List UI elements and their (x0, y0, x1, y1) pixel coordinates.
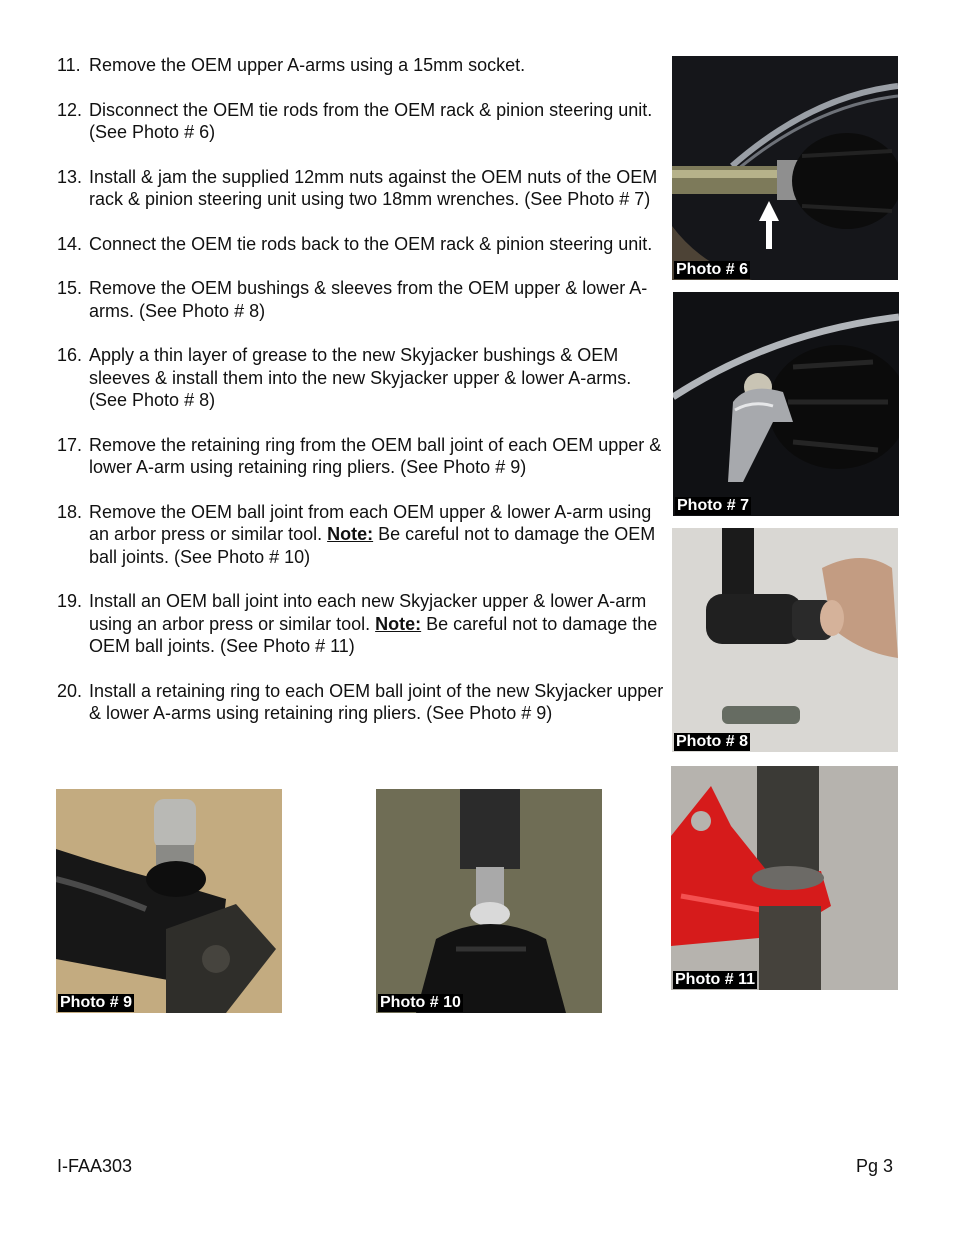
step-15 (57, 277, 673, 322)
note-text: Be careful not to damage the OEM ball joints. (See Photo # 11) (89, 613, 658, 656)
step-number: 15. (57, 278, 83, 298)
step-14 (57, 233, 673, 256)
step-text: Disconnect the OEM tie rods from the OEM rack & pinion steering unit. (See Photo # 6) (89, 99, 653, 142)
step-number: 13. (57, 166, 83, 187)
step-17 (57, 434, 673, 479)
step-text: Remove the OEM ball joint from each OEM upper & lower A-arm using an arbor press or similar tool. (89, 501, 652, 544)
note-text: Be careful not to damage the OEM ball joints. (See Photo # 10) (89, 524, 656, 567)
step-number: 16. (57, 345, 83, 365)
bushing-photo (672, 528, 898, 752)
photo-10 (376, 789, 602, 1013)
photo-caption: Photo # 6 (676, 261, 749, 278)
step-text: Remove the OEM bushings & sleeves from the OEM upper & lower A-arms. (See Photo # 8) (89, 278, 648, 321)
step-text: Remove the OEM upper A-arms using a 15mm socket. (89, 55, 526, 75)
photo-caption: Photo # 8 (676, 733, 749, 750)
photo-11 (671, 766, 898, 990)
note-label: Note: (327, 524, 374, 544)
photo-7 (673, 292, 899, 516)
photo-caption: Photo # 7 (677, 497, 750, 514)
step-text: Remove the retaining ring from the OEM ball joint of each OEM upper & lower A-arm using retaining ring pliers. (See Photo # 9) (89, 434, 662, 477)
step-13 (57, 166, 673, 211)
step-number: 12. (57, 99, 83, 120)
step-12 (57, 99, 673, 144)
wrench-photo (673, 292, 899, 516)
instruction-steps (57, 54, 673, 747)
step-number: 14. (57, 233, 83, 254)
step-text: Apply a thin layer of grease to the new Skyjacker bushings & OEM sleeves & install them into the new Skyjacker upper & lower A-arms. (See Photo # 8) (89, 345, 632, 410)
page-number: Pg 3 (856, 1156, 894, 1176)
step-number: 11. (57, 55, 81, 75)
step-text: Connect the OEM tie rods back to the OEM rack & pinion steering unit. (89, 233, 653, 254)
note-label: Note: (375, 613, 422, 634)
step-text: Install a retaining ring to each OEM ball joint of the new Skyjacker upper & lower A-arms using retaining ring pliers. (See Photo # 9) (89, 680, 664, 723)
step-number: 18. (57, 501, 83, 522)
step-number: 20. (57, 680, 83, 701)
step-11 (57, 54, 673, 77)
step-text: Install & jam the supplied 12mm nuts against the OEM nuts of the OEM rack & pinion steering unit using two 18mm wrenches. (See Photo # 7) (89, 166, 658, 209)
step-16 (57, 344, 673, 412)
photo-8 (672, 528, 898, 752)
photo-caption: Photo # 10 (380, 994, 461, 1011)
arbor-press-photo (376, 789, 602, 1013)
photo-caption: Photo # 11 (675, 971, 756, 988)
step-18 (57, 501, 673, 569)
retaining-ring-photo (56, 789, 282, 1013)
photo-6 (672, 56, 898, 280)
step-19 (57, 590, 673, 658)
step-text: Install an OEM ball joint into each new Skyjacker upper & lower A-arm using an arbor press or similar tool. (89, 591, 647, 634)
photo-9 (56, 789, 282, 1013)
step-number: 19. (57, 591, 83, 611)
document-id: I-FAA303 (57, 1156, 133, 1176)
photo-caption: Photo # 9 (60, 994, 133, 1011)
red-a-arm-photo (671, 766, 898, 990)
step-number: 17. (57, 434, 83, 455)
step-20 (57, 680, 673, 725)
tie-rod-photo (672, 56, 898, 280)
